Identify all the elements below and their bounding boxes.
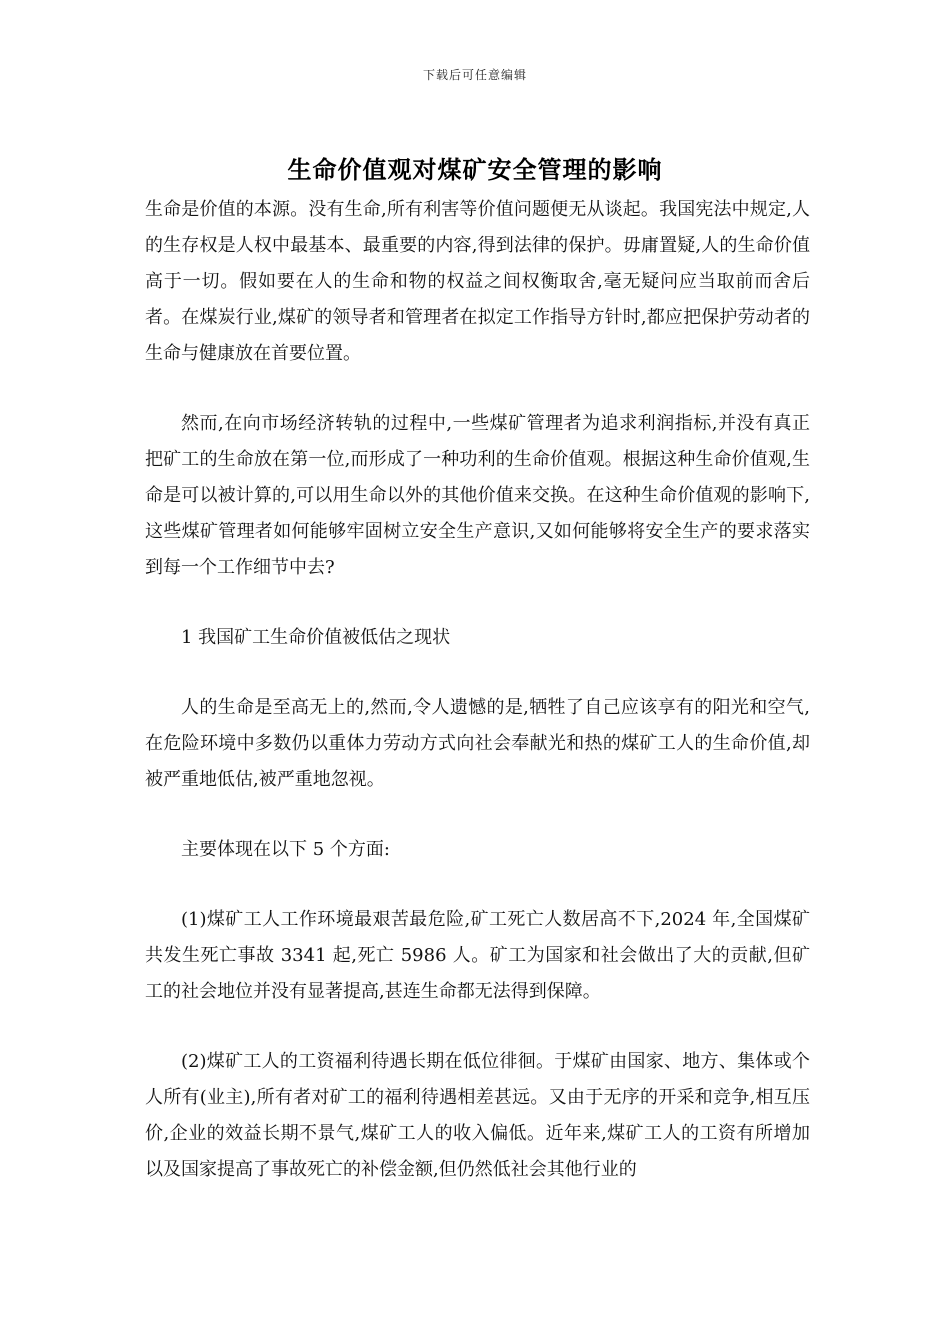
paragraph-4: 主要体现在以下 5 个方面: bbox=[181, 839, 390, 860]
paragraph-2: 然而,在向市场经济转轨的过程中,一些煤矿管理者为追求利润指标,并没有真正把矿工的生命放在第一位,而形成了一种功利的生命价值观。根据这种生命价值观,生命是可以被计算的,可以用生命以外的其他价值来交换。在这种生命价值观的影响下,这些煤矿管理者如何能够牢固树立安全生产意识,又如何能够将安全生产的要求落实到每一个工作细节中去? bbox=[145, 413, 810, 578]
paragraph-5: (1)煤矿工人工作环境最艰苦最危险,矿工死亡人数居高不下,2024 年,全国煤矿共发生死亡事故 3341 起,死亡 5986 人。矿工为国家和社会做出了大的贡献,但矿工的社会地位并没有显著提高,甚连生命都无法得到保障。 bbox=[145, 909, 810, 1002]
section-heading-1: 1 我国矿工生命价值被低估之现状 bbox=[181, 627, 451, 648]
paragraph-gap bbox=[145, 586, 810, 620]
paragraph-gap bbox=[145, 1010, 810, 1044]
document-title: 生命价值观对煤矿安全管理的影响 bbox=[287, 155, 663, 184]
paragraph-gap bbox=[145, 798, 810, 832]
paragraph-gap bbox=[145, 868, 810, 902]
header-note: 下载后可任意编辑 bbox=[422, 68, 527, 82]
paragraph-6: (2)煤矿工人的工资福利待遇长期在低位徘徊。于煤矿由国家、地方、集体或个人所有(业主),所有者对矿工的福利待遇相差甚远。又由于无序的开采和竞争,相互压价,企业的效益长期不景气,煤矿工人的收入偏低。近年来,煤矿工人的工资有所增加以及国家提高了事故死亡的补偿金额,但仍然低社会其他行业的 bbox=[145, 1051, 810, 1180]
paragraph-3: 人的生命是至高无上的,然而,令人遗憾的是,牺牲了自己应该享有的阳光和空气,在危险环境中多数仍以重体力劳动方式向社会奉献光和热的煤矿工人的生命价值,却被严重地低估,被严重地忽视。 bbox=[145, 697, 810, 790]
paragraph-gap bbox=[145, 372, 810, 406]
paragraph-gap bbox=[145, 656, 810, 690]
document-body bbox=[145, 192, 810, 1188]
paragraph-1: 生命是价值的本源。没有生命,所有利害等价值问题便无从谈起。我国宪法中规定,人的生存权是人权中最基本、最重要的内容,得到法律的保护。毋庸置疑,人的生命价值高于一切。假如要在人的生命和物的权益之间权衡取舍,毫无疑问应当取前而舍后者。在煤炭行业,煤矿的领导者和管理者在拟定工作指导方针时,都应把保护劳动者的生命与健康放在首要位置。 bbox=[145, 199, 810, 364]
